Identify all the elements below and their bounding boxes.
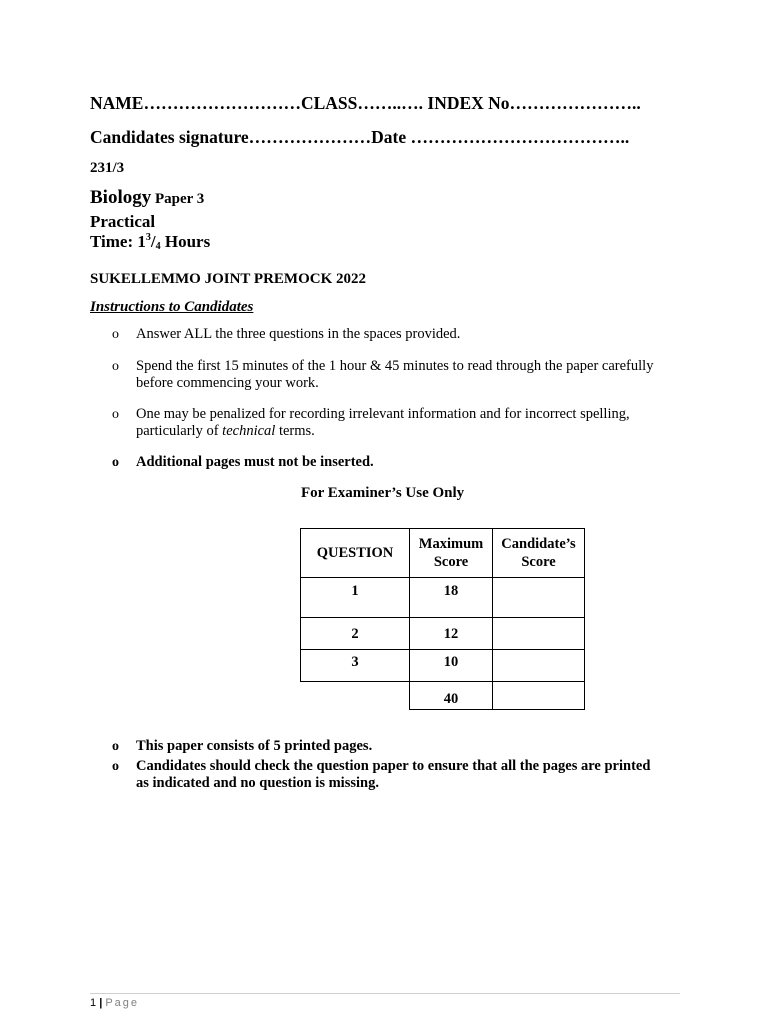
instruction-text-end: terms. — [275, 423, 315, 439]
header-question: QUESTION — [301, 529, 410, 578]
table-row — [301, 578, 585, 618]
signature-date-line: Candidates signature…………………Date ……………………………….. — [90, 127, 630, 147]
bullet-icon: o — [112, 455, 119, 470]
time-numerator: 3 — [145, 232, 151, 243]
exam-title: SUKELLEMMO JOINT PREMOCK 2022 — [90, 271, 366, 287]
time-suffix: Hours — [160, 232, 211, 251]
candidate-score-cell[interactable] — [493, 618, 585, 650]
note-item: Candidates should check the question paper to ensure that all the pages are printed as indicated and no question is missing. — [136, 758, 651, 791]
instruction-item — [136, 406, 676, 440]
total-max-score: 40 — [410, 682, 493, 710]
max-score: 12 — [410, 618, 493, 650]
score-table — [300, 528, 585, 710]
bullet-icon: o — [112, 327, 119, 342]
page-footer — [90, 997, 139, 1009]
candidate-score-cell[interactable] — [493, 578, 585, 618]
instruction-item: Answer ALL the three questions in the spaces provided. — [136, 326, 461, 342]
instruction-text: One may be penalized for recording irrelevant information and for incorrect spelling, particularly of — [136, 406, 630, 439]
bullet-icon: o — [112, 759, 119, 774]
total-blank-cell — [301, 682, 410, 710]
table-row — [301, 650, 585, 682]
bullet-icon: o — [112, 739, 119, 754]
paper-code: 231/3 — [90, 160, 125, 176]
time-prefix: Time: 1 — [90, 232, 146, 251]
instruction-item: Additional pages must not be inserted. — [136, 454, 374, 470]
subject-name: Biology — [90, 187, 152, 208]
time-slash: / — [150, 232, 156, 251]
examiner-heading: For Examiner’s Use Only — [301, 485, 465, 501]
candidate-score-cell[interactable] — [493, 650, 585, 682]
instruction-italic-word: technical — [222, 423, 276, 439]
time-allowed — [90, 232, 210, 252]
max-score: 10 — [410, 650, 493, 682]
total-candidate-score-cell[interactable] — [493, 682, 585, 710]
page-number: 1 — [90, 997, 97, 1009]
footer-divider — [90, 993, 680, 994]
paper-type: Practical — [90, 212, 156, 231]
table-total-row — [301, 682, 585, 710]
question-number: 1 — [301, 578, 410, 618]
bullet-icon: o — [112, 407, 119, 422]
note-item: This paper consists of 5 printed pages. — [136, 738, 373, 754]
header-maximum-score: Maximum Score — [410, 529, 493, 578]
table-row — [301, 618, 585, 650]
paper-number: Paper 3 — [154, 191, 205, 207]
bullet-icon: o — [112, 359, 119, 374]
instructions-heading: Instructions to Candidates — [90, 299, 254, 315]
page-label: Page — [105, 997, 140, 1009]
subject-title — [90, 187, 204, 209]
header-candidate-score: Candidate’s Score — [493, 529, 585, 578]
max-score: 18 — [410, 578, 493, 618]
table-header-row — [301, 529, 585, 578]
question-number: 2 — [301, 618, 410, 650]
footer-separator: | — [99, 997, 103, 1009]
name-class-index-line: NAME………………………CLASS……..…. INDEX No………………….. — [90, 93, 641, 113]
time-denominator: 4 — [155, 241, 161, 252]
instruction-item: Spend the first 15 minutes of the 1 hour & 45 minutes to read through the paper carefully before commencing your work. — [136, 358, 654, 391]
question-number: 3 — [301, 650, 410, 682]
